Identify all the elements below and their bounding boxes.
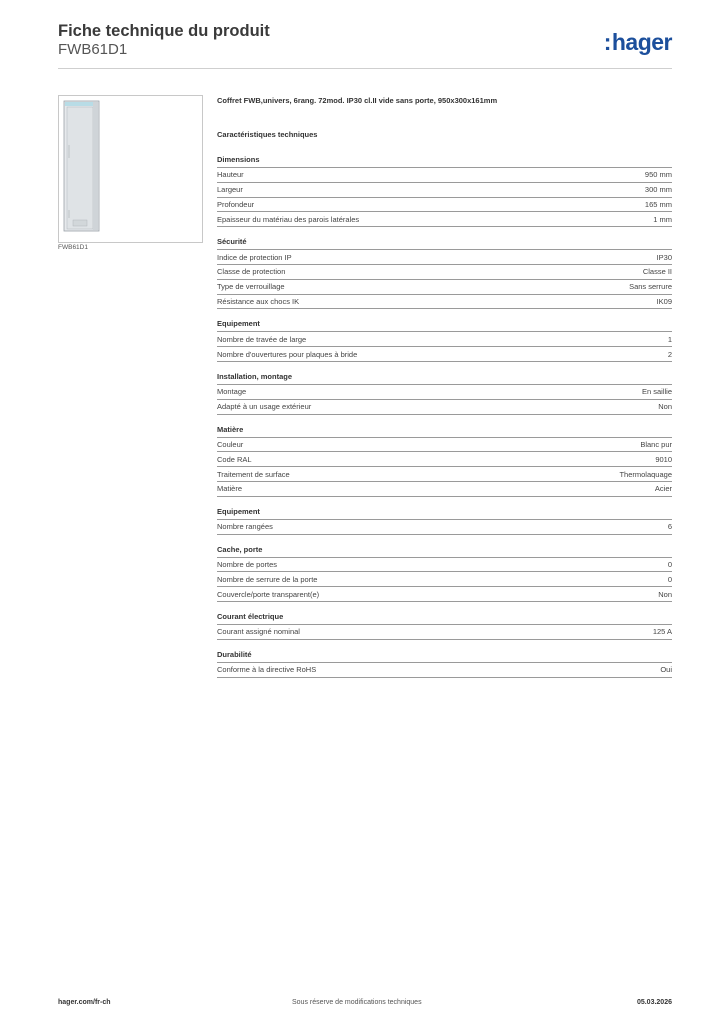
spec-content (217, 96, 672, 688)
spec-row (217, 212, 672, 227)
spec-row (217, 400, 672, 415)
spec-group (217, 545, 672, 602)
spec-label: Nombre de portes (217, 559, 278, 569)
spec-row (217, 198, 672, 213)
spec-label: Conforme à la directive RoHS (217, 665, 317, 675)
spec-label: Indice de protection IP (217, 252, 292, 262)
spec-group-title: Installation, montage (217, 372, 672, 385)
spec-row (217, 438, 672, 453)
spec-value: Thermolaquage (619, 469, 672, 479)
spec-row (217, 385, 672, 400)
spec-group-title: Cache, porte (217, 545, 672, 558)
spec-value: 1 (667, 334, 672, 344)
logo-text: hager (611, 29, 672, 55)
spec-value: 6 (667, 522, 672, 532)
spec-group (217, 650, 672, 678)
spec-row (217, 168, 672, 183)
spec-row (217, 482, 672, 497)
spec-group (217, 319, 672, 362)
spec-label: Matière (217, 484, 243, 494)
image-caption: FWB61D1 (58, 244, 88, 251)
spec-label: Adapté à un usage extérieur (217, 402, 312, 412)
spec-label: Code RAL (217, 454, 252, 464)
spec-label: Profondeur (217, 199, 255, 209)
spec-label: Résistance aux chocs IK (217, 296, 300, 306)
footer-website: hager.com/fr-ch (58, 999, 111, 1006)
spec-value: 0 (667, 574, 672, 584)
spec-row (217, 625, 672, 640)
spec-value: 950 mm (644, 170, 672, 180)
spec-group-title: Sécurité (217, 237, 672, 250)
spec-row (217, 572, 672, 587)
tech-heading: Caractéristiques techniques (217, 130, 318, 139)
spec-row (217, 467, 672, 482)
spec-value: Blanc pur (640, 439, 672, 449)
spec-row (217, 347, 672, 362)
spec-group-title: Matière (217, 425, 672, 438)
page-title: Fiche technique du produit (58, 22, 270, 40)
spec-value: 125 A (652, 627, 672, 637)
page-header (58, 22, 672, 69)
footer-date: 05.03.2026 (636, 999, 672, 1006)
spec-value: 0 (667, 559, 672, 569)
spec-label: Nombre rangées (217, 522, 273, 532)
spec-value: IK09 (656, 296, 672, 306)
spec-value: Sans serrure (629, 282, 672, 292)
spec-group-title: Durabilité (217, 650, 672, 663)
spec-row (217, 332, 672, 347)
spec-label: Montage (217, 387, 247, 397)
spec-value: Non (658, 589, 672, 599)
logo-colon-mark: : (603, 29, 611, 55)
spec-label: Nombre d'ouvertures pour plaques à bride (217, 349, 358, 359)
spec-group-title: Dimensions (217, 155, 672, 168)
spec-row (217, 663, 672, 678)
spec-label: Couleur (217, 439, 244, 449)
spec-group-title: Equipement (217, 507, 672, 520)
hager-logo (604, 29, 672, 56)
spec-value: 2 (667, 349, 672, 359)
spec-group (217, 612, 672, 640)
spec-value: IP30 (656, 252, 672, 262)
spec-row (217, 587, 672, 602)
spec-row (217, 280, 672, 295)
cabinet-image (63, 100, 100, 232)
footer-notice: Sous réserve de modifications techniques (292, 999, 422, 1006)
spec-value: Acier (654, 484, 672, 494)
product-description: Coffret FWB,univers, 6rang. 72mod. IP30 cl.II vide sans porte, 950x300x161mm (217, 96, 498, 105)
spec-row (217, 183, 672, 198)
spec-label: Nombre de serrure de la porte (217, 574, 318, 584)
spec-label: Courant assigné nominal (217, 627, 300, 637)
spec-value: 165 mm (644, 199, 672, 209)
spec-value: En saillie (641, 387, 672, 397)
spec-label: Traitement de surface (217, 469, 290, 479)
spec-value: 1 mm (653, 214, 672, 224)
spec-row (217, 295, 672, 310)
spec-row (217, 265, 672, 280)
spec-label: Hauteur (217, 170, 244, 180)
spec-label: Epaisseur du matériau des parois latérales (217, 214, 360, 224)
spec-value: Classe II (642, 267, 672, 277)
spec-group (217, 507, 672, 535)
spec-label: Couvercle/porte transparent(e) (217, 589, 320, 599)
spec-group-title: Equipement (217, 319, 672, 332)
spec-group (217, 425, 672, 497)
spec-row (217, 558, 672, 573)
spec-row (217, 250, 672, 265)
spec-group (217, 237, 672, 309)
product-image-frame (58, 95, 203, 243)
spec-label: Classe de protection (217, 267, 286, 277)
spec-value: 300 mm (644, 185, 672, 195)
spec-value: Non (658, 402, 672, 412)
spec-group (217, 372, 672, 415)
spec-groups (217, 155, 672, 678)
spec-group (217, 155, 672, 227)
spec-label: Nombre de travée de large (217, 334, 307, 344)
spec-value: Oui (660, 665, 672, 675)
spec-label: Largeur (217, 185, 243, 195)
spec-label: Type de verrouillage (217, 282, 285, 292)
spec-group-title: Courant électrique (217, 612, 672, 625)
spec-value: 9010 (655, 454, 672, 464)
product-reference: FWB61D1 (58, 41, 128, 58)
spec-row (217, 452, 672, 467)
spec-row (217, 520, 672, 535)
